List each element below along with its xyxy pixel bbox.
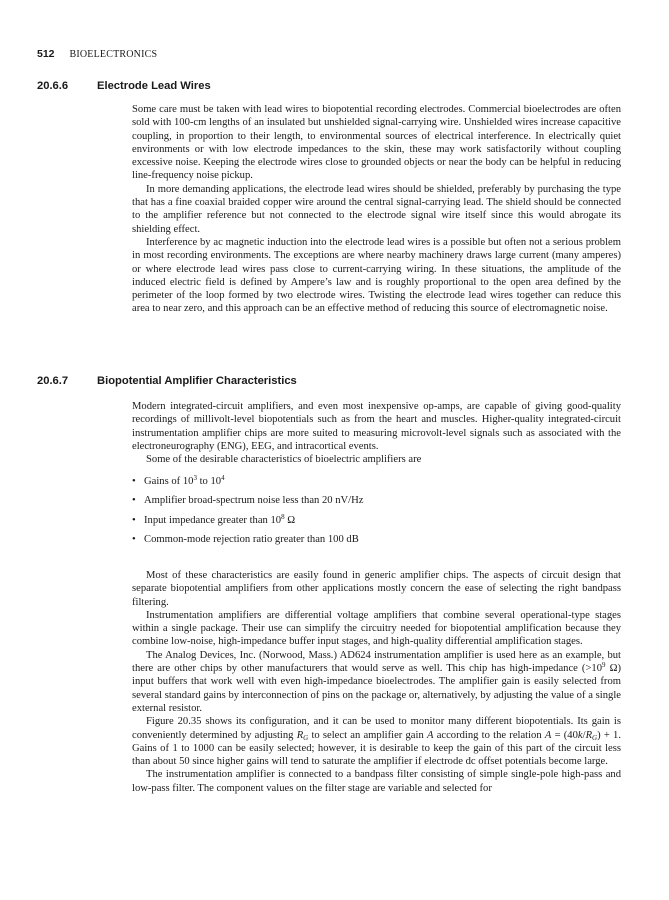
list-item: • Amplifier broad-spectrum noise less than 20 nV/Hz bbox=[132, 495, 364, 507]
paragraph: Instrumentation amplifiers are differential voltage amplifiers that combine several operational-type stages within a single package. Their use can simplify the circuitry needed for biopotential amplification because they combine low-noise, high-impedance buffer input stages, and high-quality differential amplification stages. bbox=[132, 609, 621, 648]
paragraph: In more demanding applications, the electrode lead wires should be shielded, preferably by purchasing the type that has a fine coaxial braided copper wire around the central signal-carrying lead. The shield should be connected to the amplifier reference but not connected to the electrode signal wire itself since this would abrogate its shielding effect. bbox=[132, 183, 621, 235]
bullet-icon: • bbox=[132, 514, 136, 526]
paragraph: The instrumentation amplifier is connected to a bandpass filter consisting of simple single-pole high-pass and low-pass filter. The component values on the filter stage are variable and selected for bbox=[132, 769, 621, 794]
paragraph: The Analog Devices, Inc. (Norwood, Mass.) AD624 instrumentation amplifier is used here as an example, but there are other chips by other manufacturers that would serve as well. This chip has high-impedance ($>10^9$ Ω) input buffers that work well with even high-impedance bioelectrodes. The amplifier gain is easily selected from several standard gains by interconnection of pins on the package or, alternatively, by adjusting the value of a single external resistor. bbox=[132, 649, 621, 714]
paragraph: Some care must be taken with lead wires to biopotential recording electrodes. Commercial bioelectrodes are often sold with 100-cm lengths of an insulated but unshielded signal-carrying wire. Unshielded wires increase capacitive coupling, in proportion to their length, to environmental sources of electrical interference. In electrically quiet environments or with low electrode impedances to the skin, these may work satisfactorily without coupling excessive noise. Keeping the electrode wires close to grounded objects or near the body can be helpful in reducing line-frequency noise pickup. bbox=[132, 104, 621, 182]
paragraph: Some of the desirable characteristics of bioelectric amplifiers are bbox=[146, 454, 422, 466]
section-body-electrode-lead-wires bbox=[132, 103, 621, 316]
characteristics-list bbox=[132, 475, 621, 553]
list-item: • Input impedance greater than $10^8$ Ω bbox=[132, 512, 296, 526]
section-number: 20.6.6 bbox=[37, 80, 69, 92]
paragraph: Figure 20.35 shows its configuration, and it can be used to monitor many different biopotentials. Its gain is conveniently determined by adjusting $R_G$ to select an amplifier gain A according to the relation $A = (40k/R_G) + 1$. Gains of 1 to 1000 can be easily selected; however, it is desirable to keep the gain of this part of the circuit less than about 50 since higher gains will tend to saturate the amplifier if electrode dc offset potentials become large. bbox=[132, 716, 621, 768]
bullet-icon: • bbox=[132, 534, 136, 546]
section-title: Biopotential Amplifier Characteristics bbox=[97, 375, 297, 387]
running-head bbox=[37, 48, 157, 60]
page-number: 512 bbox=[37, 48, 55, 60]
paragraph: Interference by ac magnetic induction into the electrode lead wires is a possible but often not a serious problem in most recording environments. The exceptions are where nearby machinery draws large current (many amperes) or where electrode lead wires pass close to current-carrying wiring. In these situations, the amplitude of the induced electric field is defined by Ampere’s law and is roughly proportional to the open area defined by the perimeter of the loop formed by two electrode wires. Twisting the electrode lead wires together can reduce this area to near zero, and this approach can be an effective method of reducing this source of electromagnetic noise. bbox=[132, 236, 621, 315]
list-item: • Common-mode rejection ratio greater than 100 dB bbox=[132, 534, 359, 546]
paragraph: Modern integrated-circuit amplifiers, and even most inexpensive op-amps, are capable of giving good-quality recordings of millivolt-level biopotentials such as from the heart and muscles. Higher-quality integrated-circuit instrumentation amplifier chips are more suited to measuring microvolt-level signals such as associated with the electroneurography (ENG), EEG, and intracortical events. bbox=[132, 401, 621, 452]
section-title: Electrode Lead Wires bbox=[97, 80, 211, 92]
running-title: BIOELECTRONICS bbox=[69, 49, 158, 60]
paragraph: Most of these characteristics are easily found in generic amplifier chips. The aspects of circuit design that separate biopotential amplifiers from other applications mostly concern the ease of selecting the right bandpass filtering. bbox=[132, 570, 621, 608]
section-heading-electrode-lead-wires bbox=[37, 80, 211, 92]
section-intro bbox=[132, 400, 621, 466]
bullet-icon: • bbox=[132, 476, 136, 487]
section-heading-biopotential-amplifier bbox=[37, 375, 297, 387]
section-body-biopotential-amplifier bbox=[132, 569, 621, 795]
section-number: 20.6.7 bbox=[37, 375, 69, 387]
bullet-icon: • bbox=[132, 495, 136, 507]
list-item: • Gains of $10^3$ to $10^4$ bbox=[132, 474, 225, 487]
